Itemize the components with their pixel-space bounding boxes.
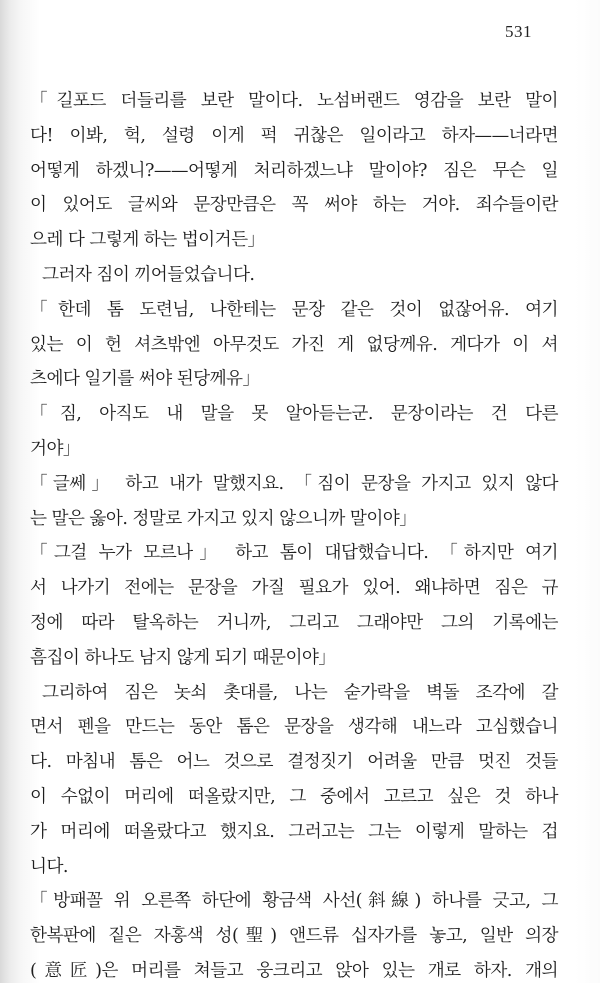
text-line: 정에 따라 탈옥하는 거니까, 그리고 그래야만 그의 기록에는 [30,612,558,633]
text-line: 한복판에 짙은 자홍색 성(聖) 앤드류 십자가를 놓고, 일반 의장 [30,926,558,947]
text-line: 흠집이 하나도 남지 않게 되기 때문이야」 [30,647,336,668]
text-line: 으레 다 그렇게 하는 법이거든」 [30,230,265,251]
text-line: 「그걸 누가 모르나」 하고 톰이 대답했습니다. 「하지만 여기 [30,543,558,564]
page-number: 531 [505,22,532,41]
text-line: 츠에다 일기를 써야 된당께유」 [30,369,260,390]
text-line: 「길포드 더들리를 보란 말이다. 노섬버랜드 영감을 보란 말이 [30,91,558,111]
text-line: 거야」 [30,438,80,459]
text-line: 「짐, 아직도 내 말을 못 알아듣는군. 문장이라는 건 다른 [30,404,558,425]
text-line: 이 수없이 머리에 떠올랐지만, 그 중에서 고르고 싶은 것 하나 [30,786,558,807]
text-line: 있는 이 헌 셔츠밖엔 아무것도 가진 게 없당께유. 게다가 이 셔 [30,334,558,355]
text-line: 그러자 짐이 끼어들었습니다. [42,264,255,285]
text-line: 서 나가기 전에는 문장을 가질 필요가 있어. 왜냐하면 짐은 규 [30,578,558,599]
text-line: 다! 이봐, 헉, 설령 이게 퍽 귀찮은 일이라고 하자——너라면 [30,125,558,146]
text-line: 「글쎄」 하고 내가 말했지요. 「짐이 문장을 가지고 있지 않다 [30,473,558,494]
text-line: 이 있어도 글씨와 문장만큼은 꼭 써야 하는 거야. 죄수들이란 [30,195,558,216]
text-line: 는 말은 옳아. 정말로 가지고 있지 않으니까 말이야」 [30,508,417,529]
text-line: 그리하여 짐은 놋쇠 촛대를, 나는 숟가락을 벽돌 조각에 갈 [42,682,558,703]
body-text [30,84,558,989]
text-line: 다. 마침내 톰은 어느 것으로 결정짓기 어려울 만큼 멋진 것들 [30,752,558,773]
text-line: 가 머리에 떠올랐다고 했지요. 그러고는 그는 이렇게 말하는 겁 [30,821,558,842]
text-line: 「방패꼴 위 오른쪽 하단에 황금색 사선(斜線) 하나를 긋고, 그 [30,891,558,912]
text-line: 면서 펜을 만드는 동안 톰은 문장을 생각해 내느라 고심했습니 [30,717,558,738]
text-line: 「한데 톰 도련님, 나한테는 문장 같은 것이 없잖어유. 여기 [30,299,558,320]
text-line: 어떻게 하겠니?——어떻게 처리하겠느냐 말이야? 짐은 무슨 일 [30,160,558,181]
text-line: (意匠)은 머리를 쳐들고 웅크리고 앉아 있는 개로 하자. 개의 [30,960,558,981]
text-line: 니다. [30,856,68,877]
